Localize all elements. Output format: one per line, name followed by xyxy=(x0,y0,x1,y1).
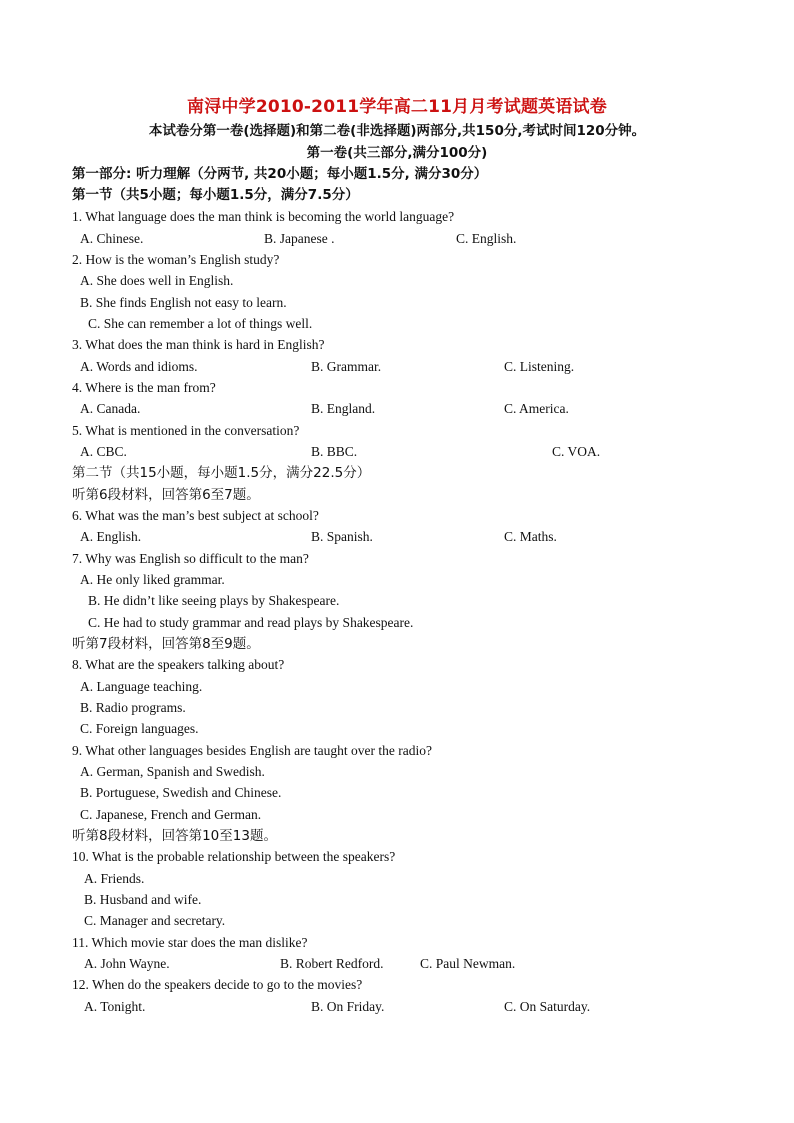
q2-option-a: A. She does well in English. xyxy=(80,273,234,288)
question-6: 6. What was the man’s best subject at school? xyxy=(72,508,319,523)
q2-option-c: C. She can remember a lot of things well. xyxy=(88,316,313,331)
question-10: 10. What is the probable relationship between the speakers? xyxy=(72,849,396,864)
q8-option-b: B. Radio programs. xyxy=(80,700,186,715)
q10-option-b: B. Husband and wife. xyxy=(84,892,202,907)
part1-heading: 第一部分: 听力理解（分两节, 共20小题；每小题1.5分, 满分30分） xyxy=(72,166,488,182)
q1-option-b: B. Japanese . xyxy=(264,231,335,246)
question-7: 7. Why was English so difficult to the man? xyxy=(72,551,309,566)
q7-option-c: C. He had to study grammar and read plays by Shakespeare. xyxy=(88,615,414,630)
q7-option-a: A. He only liked grammar. xyxy=(80,572,225,587)
question-8: 8. What are the speakers talking about? xyxy=(72,657,285,672)
q1-option-a: A. Chinese. xyxy=(80,231,144,246)
q5-option-b: B. BBC. xyxy=(311,444,358,459)
q8-option-c: C. Foreign languages. xyxy=(80,721,199,736)
q4-option-a: A. Canada. xyxy=(80,401,141,416)
exam-intro: 本试卷分第一卷(选择题)和第二卷(非选择题)两部分,共150分,考试时间120分钟。 xyxy=(148,123,646,139)
exam-title: 南浔中学2010-2011学年高二11月月考试题英语试卷 xyxy=(187,97,607,117)
q11-option-c: C. Paul Newman. xyxy=(420,956,516,971)
q4-option-c: C. America. xyxy=(504,401,569,416)
q10-option-a: A. Friends. xyxy=(84,871,145,886)
q1-option-c: C. English. xyxy=(456,231,517,246)
q4-option-b: B. England. xyxy=(311,401,376,416)
material-7-instruction: 听第7段材料，回答第8至9题。 xyxy=(72,636,260,652)
volume-heading: 第一卷(共三部分,满分100分) xyxy=(306,145,488,161)
section2-heading: 第二节（共15小题，每小题1.5分，满分22.5分） xyxy=(72,465,371,481)
q6-option-c: C. Maths. xyxy=(504,529,557,544)
q12-option-c: C. On Saturday. xyxy=(504,999,591,1014)
q12-option-a: A. Tonight. xyxy=(84,999,146,1014)
q11-option-b: B. Robert Redford. xyxy=(280,956,384,971)
q12-option-b: B. On Friday. xyxy=(311,999,385,1014)
q10-option-c: C. Manager and secretary. xyxy=(84,913,226,928)
question-12: 12. When do the speakers decide to go to the movies? xyxy=(72,977,363,992)
question-5: 5. What is mentioned in the conversation? xyxy=(72,423,300,438)
q3-option-b: B. Grammar. xyxy=(311,359,382,374)
material-6-instruction: 听第6段材料，回答第6至7题。 xyxy=(72,487,260,503)
q9-option-b: B. Portuguese, Swedish and Chinese. xyxy=(80,785,282,800)
q9-option-c: C. Japanese, French and German. xyxy=(80,807,262,822)
question-4: 4. Where is the man from? xyxy=(72,380,216,395)
q7-option-b: B. He didn’t like seeing plays by Shakespeare. xyxy=(88,593,340,608)
material-8-instruction: 听第8段材料，回答第10至13题。 xyxy=(72,828,277,844)
section1-heading: 第一节（共5小题；每小题1.5分，满分7.5分） xyxy=(72,187,359,203)
q6-option-b: B. Spanish. xyxy=(311,529,373,544)
q3-option-c: C. Listening. xyxy=(504,359,575,374)
question-9: 9. What other languages besides English are taught over the radio? xyxy=(72,743,433,758)
q8-option-a: A. Language teaching. xyxy=(80,679,203,694)
q6-option-a: A. English. xyxy=(80,529,142,544)
question-2: 2. How is the woman’s English study? xyxy=(72,252,280,267)
q5-option-a: A. CBC. xyxy=(80,444,127,459)
question-3: 3. What does the man think is hard in English? xyxy=(72,337,325,352)
q2-option-b: B. She finds English not easy to learn. xyxy=(80,295,287,310)
q5-option-c: C. VOA. xyxy=(552,444,601,459)
q11-option-a: A. John Wayne. xyxy=(84,956,170,971)
q3-option-a: A. Words and idioms. xyxy=(80,359,198,374)
question-11: 11. Which movie star does the man dislike? xyxy=(72,935,308,950)
question-1: 1. What language does the man think is becoming the world language? xyxy=(72,209,455,224)
q9-option-a: A. German, Spanish and Swedish. xyxy=(80,764,265,779)
